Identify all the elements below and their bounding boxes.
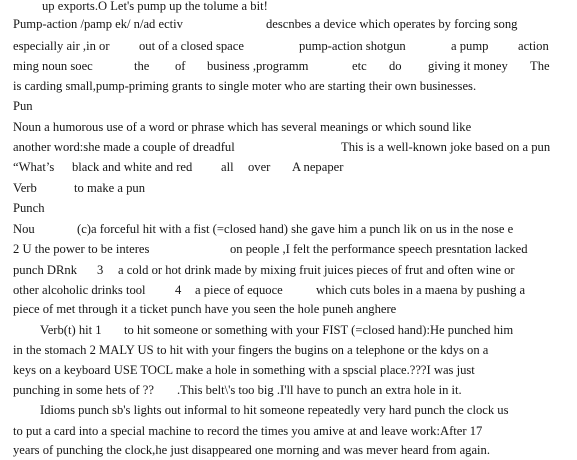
line-23 [0,440,577,460]
text-segment: Pump-action /pamp ek/ n/ad ectiv [13,17,183,31]
text-segment: 2 U the power to be interes [13,242,150,256]
text-segment: 3 [97,263,104,277]
text-segment: “What’s [13,160,55,174]
text-segment: 4 [175,283,182,297]
text-segment: pump-action shotgun [299,39,406,53]
text-segment: punching in some hets of ?? [13,383,154,397]
text-segment: especially air ,in or [13,39,110,53]
line-11 [0,198,577,218]
text-segment: to hit someone or something with your FIST (=closed hand):He punched him [124,323,514,337]
text-segment: giving it money [428,59,508,73]
text-segment: another word:she made a couple of dreadful [13,140,235,154]
text-segment: years of punching the clock,he just disappeared one morning and was mever heard from again. [13,443,491,457]
line-4 [0,56,577,76]
text-segment: out of a closed space [139,39,244,53]
text-segment: piece of met through it a ticket punch have you seen the hole puneh anghere [13,302,397,316]
text-segment: which cuts boles in a maena by pushing a [316,283,526,297]
line-13 [0,239,577,259]
line-6 [0,96,577,116]
line-19 [0,360,577,380]
text-segment: Verb(t) hit 1 [40,323,102,337]
text-segment: a cold or hot drink made by mixing fruit juices pieces of frut and often wine or [118,263,515,277]
line-9 [0,157,577,177]
text-segment: Verb [13,181,37,195]
text-segment: of [175,59,186,73]
line-17 [0,320,577,340]
text-segment: action [518,39,549,53]
text-segment: black and white and red [72,160,193,174]
section-heading: Punch [13,201,45,215]
text-segment: Nou [13,222,35,236]
text-segment: Idioms punch sb's lights out informal to hit someone repeatedly very hard punch the clock us [40,403,509,417]
text-segment: up exports.O Let's pump up the tolume a bit! [42,0,268,13]
line-5 [0,76,577,96]
line-15 [0,280,577,300]
line-12 [0,219,577,239]
line-8 [0,137,577,157]
text-segment: to make a pun [74,181,145,195]
line-14 [0,260,577,280]
text-segment: all [221,160,234,174]
text-segment: business ,programm [207,59,309,73]
text-segment: a piece of equoce [195,283,283,297]
text-segment: a pump [451,39,489,53]
line-3 [0,36,577,56]
text-segment: to put a card into a special machine to record the times you amive at and leave work:After 17 [13,424,483,438]
text-segment: other alcoholic drinks tool [13,283,146,297]
section-heading: Pun [13,99,33,113]
text-segment: over [248,160,271,174]
line-2 [0,14,577,34]
line-21 [0,400,577,420]
line-16 [0,299,577,319]
line-7 [0,117,577,137]
line-22 [0,421,577,441]
text-segment: etc [352,59,367,73]
text-segment: keys on a keyboard USE TOCL make a hole in something with a spscial place.???I was just [13,363,475,377]
text-segment: on people ,I felt the performance speech presntation lacked [230,242,528,256]
text-segment: in the stomach 2 MALY US to hit with your fingers the bugins on a telephone or the kdys on a [13,343,489,357]
text-segment: ming noun soec [13,59,93,73]
text-segment: do [389,59,402,73]
text-segment: A nepaper [292,160,344,174]
text-segment: is carding small,pump-priming grants to single moter who are starting their own businesses. [13,79,477,93]
text-segment: .This belt\'s too big .I'll have to punch an extra hole in it. [177,383,462,397]
text-segment: (c)a forceful hit with a fist (=closed hand) she gave him a punch lik on us in the nose e [77,222,514,236]
text-segment: Noun a humorous use of a word or phrase which has several meanings or which sound like [13,120,472,134]
line-20 [0,380,577,400]
line-10 [0,178,577,198]
text-segment: descnbes a device which operates by forcing song [266,17,518,31]
text-segment: punch DRnk [13,263,78,277]
text-segment: The [530,59,550,73]
text-segment: This is a well-known joke based on a pun [341,140,551,154]
text-segment: the [134,59,150,73]
line-18 [0,340,577,360]
